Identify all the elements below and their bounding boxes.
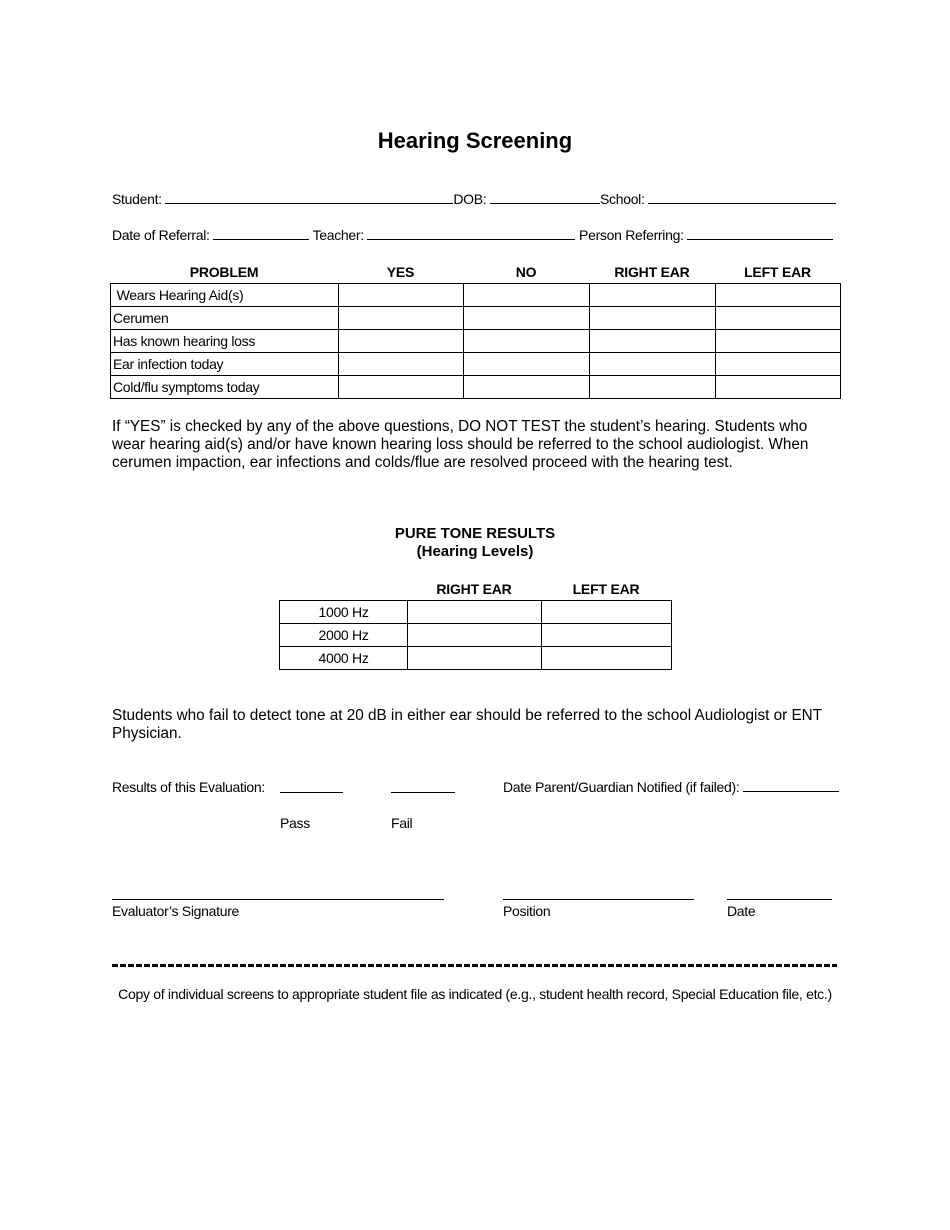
parent-notified-label: Date Parent/Guardian Notified (if failed): — [503, 779, 740, 795]
left-ear-checkbox[interactable] — [716, 376, 841, 399]
date-of-referral-input[interactable] — [213, 227, 309, 240]
right-ear-result[interactable] — [408, 624, 542, 647]
frequency-label: 1000 Hz — [280, 601, 408, 624]
pass-label: Pass — [280, 815, 310, 831]
problem-header: PROBLEM — [189, 264, 259, 280]
right-ear-checkbox[interactable] — [590, 353, 716, 376]
evaluator-signature-label: Evaluator’s Signature — [112, 903, 240, 919]
left-ear-checkbox[interactable] — [716, 284, 841, 307]
left-ear-result[interactable] — [542, 601, 672, 624]
left-ear-checkbox[interactable] — [716, 307, 841, 330]
no-header: NO — [515, 264, 537, 280]
right-ear-header: RIGHT EAR — [614, 264, 690, 280]
left-ear-checkbox[interactable] — [716, 353, 841, 376]
problem-label: Cerumen — [111, 307, 339, 330]
dob-label: DOB: — [453, 191, 487, 207]
referral-field — [112, 227, 833, 243]
table-row — [280, 601, 672, 624]
no-checkbox[interactable] — [464, 330, 590, 353]
evaluator-signature-line[interactable] — [112, 899, 444, 900]
problem-label: Wears Hearing Aid(s) — [111, 284, 339, 307]
position-line[interactable] — [503, 899, 694, 900]
fail-line[interactable] — [391, 792, 455, 793]
left-ear-result[interactable] — [542, 647, 672, 670]
referral-note: Students who fail to detect tone at 20 dB in either ear should be referred to the school Audiologist or ENT Physician. — [112, 707, 822, 742]
date-of-referral-label: Date of Referral: — [112, 227, 210, 243]
right-ear-checkbox[interactable] — [590, 284, 716, 307]
table-row — [111, 353, 841, 376]
parent-notified-field — [503, 779, 839, 795]
student-field — [112, 191, 836, 207]
results-label: Results of this Evaluation: — [112, 779, 265, 795]
table-row — [280, 647, 672, 670]
dob-input[interactable] — [490, 191, 600, 204]
pt-right-ear-header: RIGHT EAR — [436, 581, 512, 597]
right-ear-result[interactable] — [408, 647, 542, 670]
yes-checkbox[interactable] — [339, 307, 464, 330]
pt-left-ear-header: LEFT EAR — [572, 581, 640, 597]
fail-label: Fail — [391, 815, 413, 831]
school-label: School: — [599, 191, 645, 207]
right-ear-checkbox[interactable] — [590, 307, 716, 330]
pure-tone-title: PURE TONE RESULTS — [394, 525, 556, 542]
yes-checkbox[interactable] — [339, 330, 464, 353]
pure-tone-subtitle: (Hearing Levels) — [416, 543, 534, 560]
date-label: Date — [727, 903, 756, 919]
table-row — [111, 376, 841, 399]
no-checkbox[interactable] — [464, 376, 590, 399]
left-ear-result[interactable] — [542, 624, 672, 647]
date-line[interactable] — [727, 899, 832, 900]
person-referring-label: Person Referring: — [579, 227, 684, 243]
right-ear-result[interactable] — [408, 601, 542, 624]
cut-line-divider — [112, 964, 837, 967]
problem-label: Ear infection today — [111, 353, 339, 376]
table-row — [111, 284, 841, 307]
pure-tone-table — [279, 600, 672, 670]
table-row — [280, 624, 672, 647]
problem-label: Cold/flu symptoms today — [111, 376, 339, 399]
yes-checkbox[interactable] — [339, 353, 464, 376]
student-input[interactable] — [165, 191, 453, 204]
yes-header: YES — [386, 264, 415, 280]
position-label: Position — [503, 903, 551, 919]
frequency-label: 4000 Hz — [280, 647, 408, 670]
school-input[interactable] — [648, 191, 836, 204]
table-row — [111, 330, 841, 353]
no-checkbox[interactable] — [464, 353, 590, 376]
right-ear-checkbox[interactable] — [590, 330, 716, 353]
teacher-input[interactable] — [367, 227, 575, 240]
right-ear-checkbox[interactable] — [590, 376, 716, 399]
yes-checkbox[interactable] — [339, 376, 464, 399]
problem-table — [110, 283, 841, 399]
pass-line[interactable] — [280, 792, 343, 793]
person-referring-input[interactable] — [687, 227, 833, 240]
footer-note: Copy of individual screens to appropriate student file as indicated (e.g., student health record, Special Education file, etc.) — [118, 986, 832, 1002]
teacher-label: Teacher: — [312, 227, 364, 243]
left-ear-checkbox[interactable] — [716, 330, 841, 353]
no-checkbox[interactable] — [464, 284, 590, 307]
yes-checkbox[interactable] — [339, 284, 464, 307]
no-checkbox[interactable] — [464, 307, 590, 330]
student-label: Student: — [112, 191, 162, 207]
problem-label: Has known hearing loss — [111, 330, 339, 353]
frequency-label: 2000 Hz — [280, 624, 408, 647]
instructions-paragraph: If “YES” is checked by any of the above questions, DO NOT TEST the student’s hearing. Students who wear hearing aid(s) and/or have known hearing loss should be referred to the school audiologist. When cerumen impaction, ear infections and colds/flue are resolved proceed with the hearing test. — [112, 418, 809, 471]
parent-notified-input[interactable] — [743, 779, 839, 792]
left-ear-header: LEFT EAR — [744, 264, 811, 280]
page-title: Hearing Screening — [377, 128, 573, 153]
table-row — [111, 307, 841, 330]
